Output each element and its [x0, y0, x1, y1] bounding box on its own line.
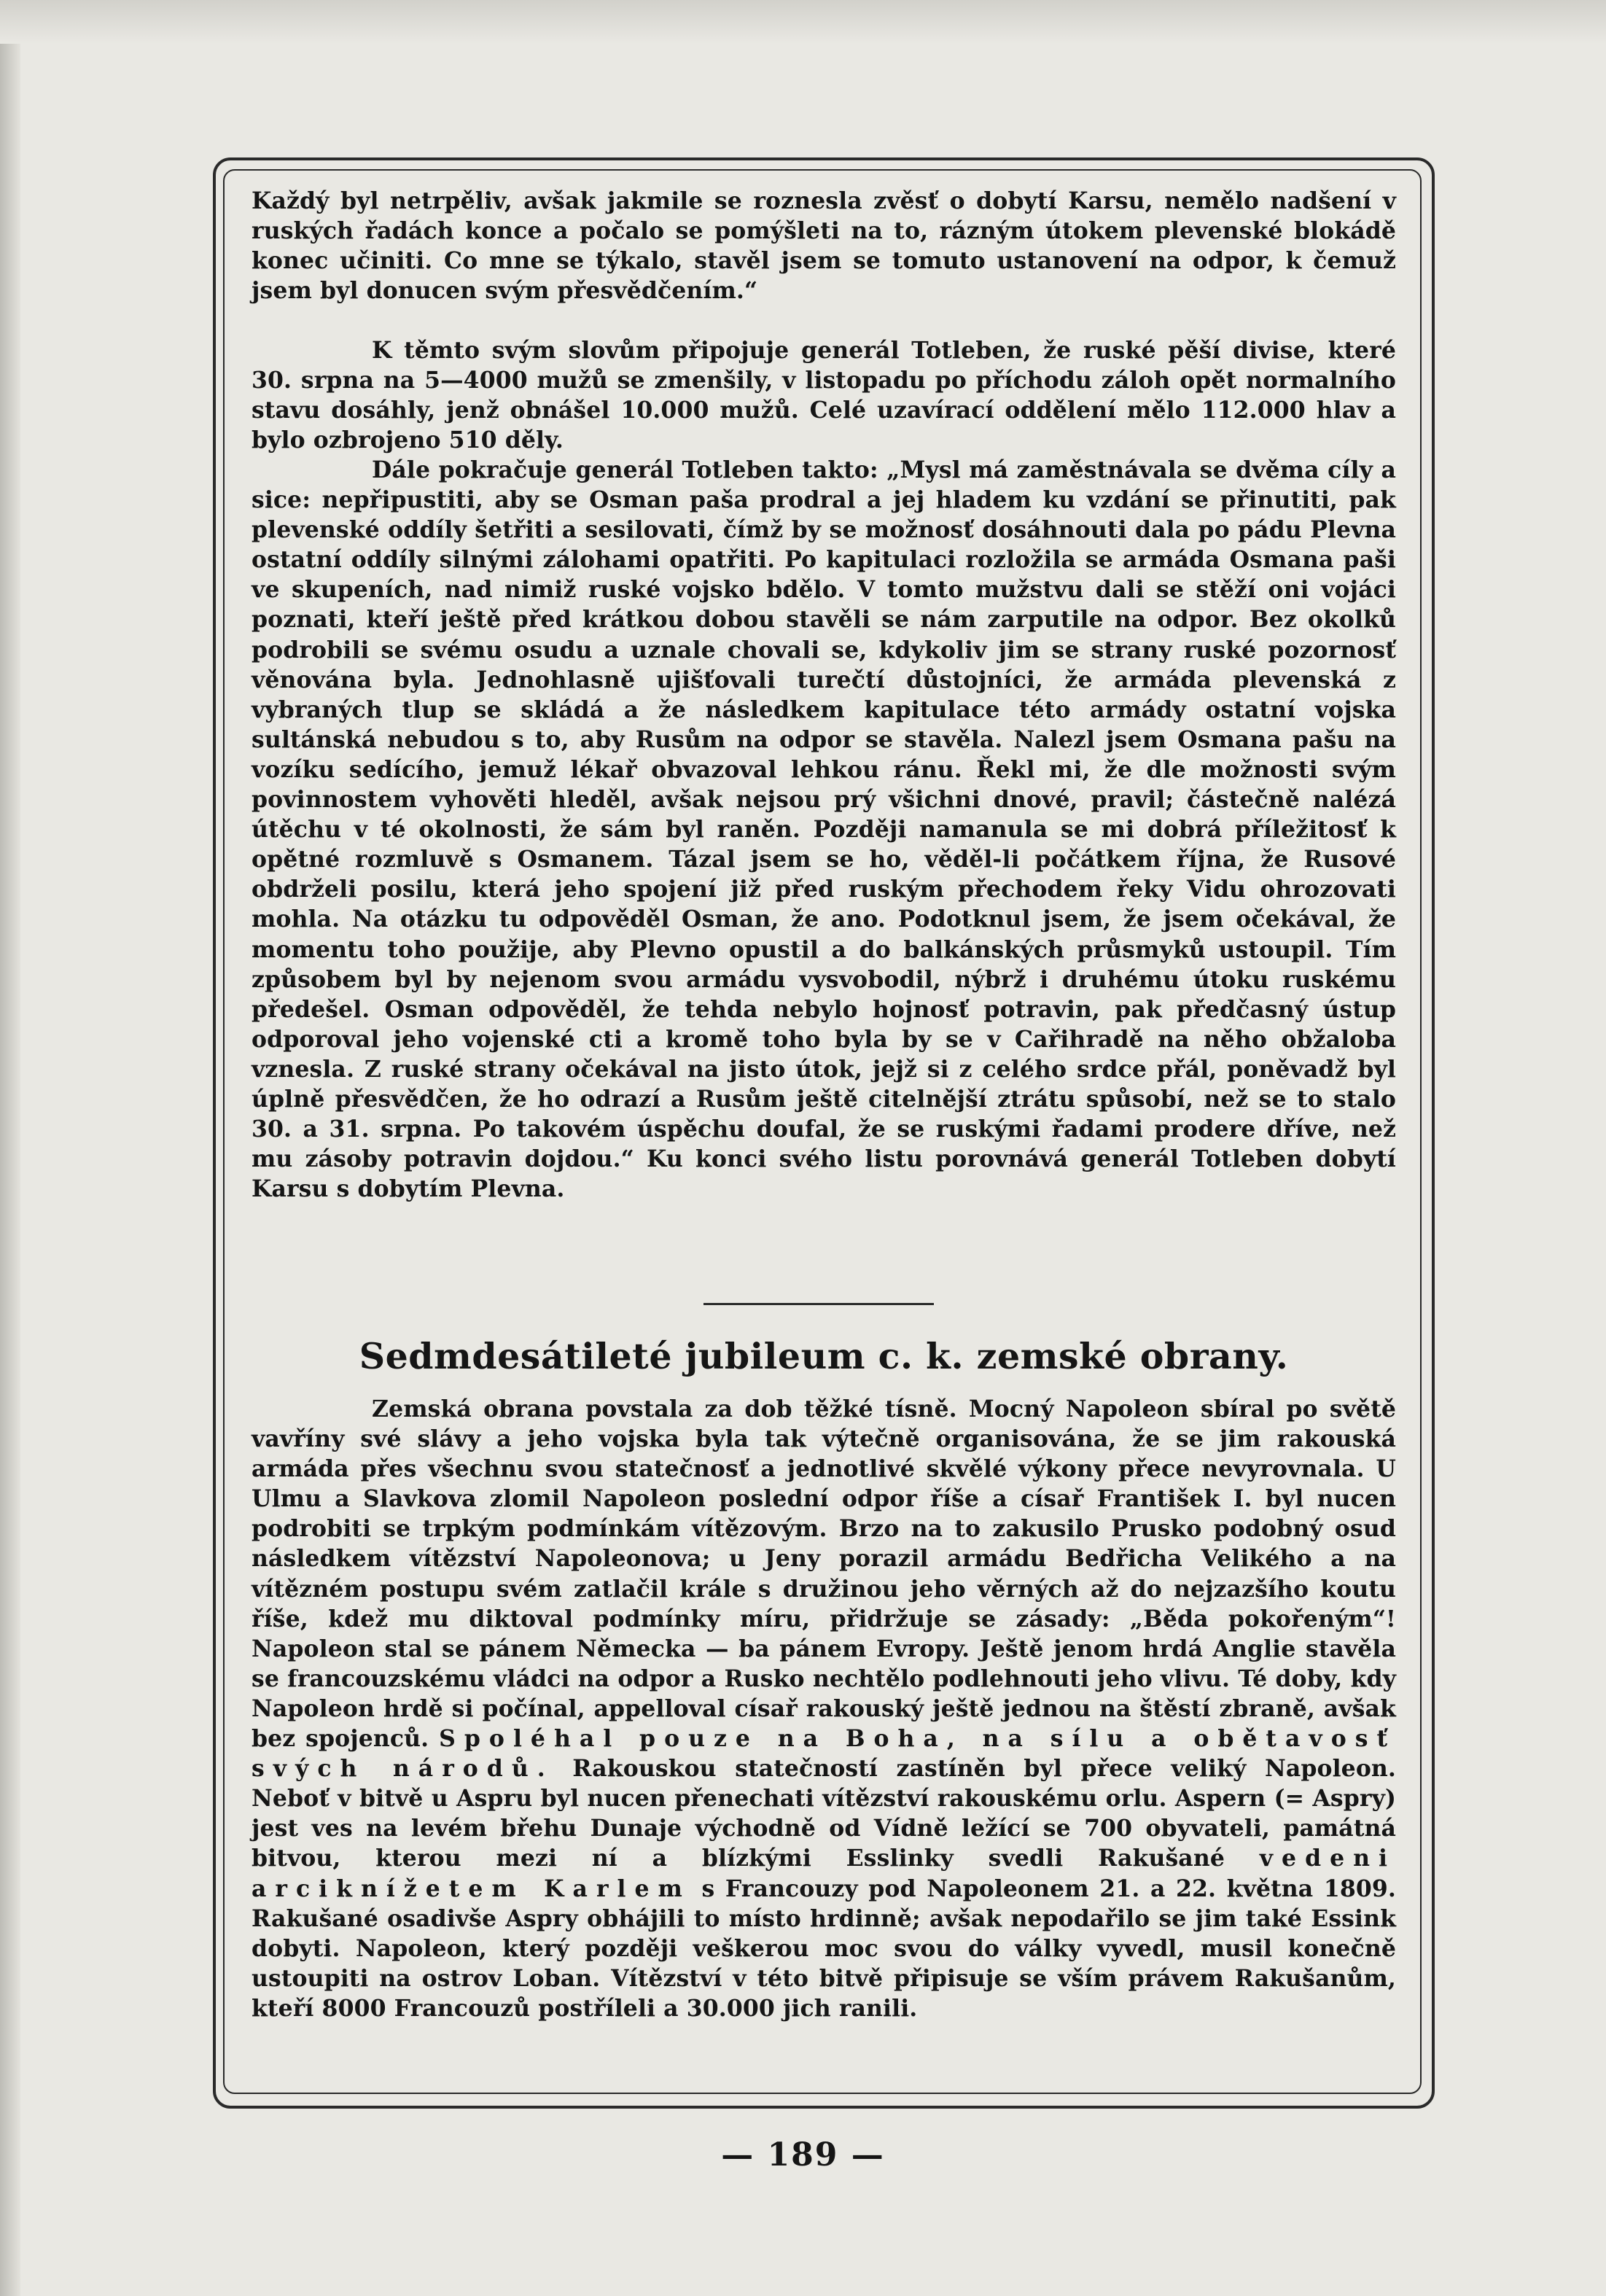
scan-edge — [0, 0, 20, 2296]
spaced-emphasis: vedeni arciknížetem Karlem — [252, 1845, 1396, 1902]
article-title: Sedmdesátileté jubileum c. k. zemské obrany. — [359, 1335, 1289, 1377]
body-text: Zemská obrana povstala za dob těžké tísně. Mocný Napoleon sbíral po světě vavříny své slávy a jeho vojska byla tak výtečně organisována, že se jim rakouská armáda přes všechnu svou statečnosť a jednotlivé skvělé výkony přece nevyrovnala. U Ulmu a Slavkova zlomil Napoleon poslední odpor říše a císař František I. byl nucen podrobiti se trpkým podmínkám vítězovým. Brzo na to zakusilo Prusko podobný osud následkem vítězství Napoleonova; u Jeny porazil armádu Bedřicha Velikého a na vítězném postupu svém zatlačil krále s družinou jeho věrných až do nejzazšího koutu říše, kdež mu diktoval podmínky míru, přidržuje se zásady: „Běda pokořeným“! Napoleon stal se pánem Německa — ba pánem Evropy. Ještě jenom hrdá Anglie stavěla se francouzskému vládci na odpor a Rusko nechtělo podlehnouti jeho vlivu. Té doby, kdy Napoleon hrdě si počínal, appelloval císař rakouský ještě jednou na štěstí zbraně, avšak bez spojenců. — [252, 1396, 1396, 1753]
article-totleben — [252, 186, 1396, 1264]
body-text: s Francouzy pod Napoleonem 21. a 22. května 1809. Rakušané osadivše Aspry obhájili to místo hrdinně; avšak nepodařilo se jim také Essink dobyti. Napoleon, který později veškerou moc svou do války vyvedl, musil konečně ustoupiti na ostrov Loban. Vítězství v této bitvě připisuje se vším právem Rakušanům, kteří 8000 Francouzů postříleli a 30.000 jich ranili. — [252, 1875, 1397, 2022]
section-divider — [703, 1303, 934, 1305]
article-zemska-obrana — [252, 1394, 1396, 2023]
spaced-emphasis: Spoléhal pouze na Boha, na sílu a obětavosť svých národů. — [252, 1725, 1396, 1783]
scan-edge-top — [0, 0, 1606, 44]
body-text: Rakouskou statečností zastíněn byl přece veliký Napoleon. Neboť v bitvě u Aspru byl nucen přenechati vítězství rakouskému orlu. Aspern (= Aspry) jest ves na levém břehu Dunaje východně od Vídně ležící se 700 obyvateli, památná bitvou, kterou mezi ní a blízkými Esslinky svedli Rakušané — [252, 1755, 1396, 1872]
paragraph: Každý byl netrpěliv, avšak jakmile se roznesla zvěsť o dobytí Karsu, nemělo nadšení v ruských řadách konce a počalo se pomýšleti na to, rázným útokem plevenské blokádě konec učiniti. Co mne se týkalo, stavěl jsem se tomuto ustanovení na odpor, k čemuž jsem byl donucen svým přesvědčením.“ — [252, 187, 1396, 305]
page-number: — 189 — — [721, 2136, 885, 2174]
paragraph: K těmto svým slovům připojuje generál Totleben, že ruské pěší divise, které 30. srpna na 5—4000 mužů se zmenšily, v listopadu po příchodu záloh opět normalního stavu dosáhly, jenž obnášel 10.000 mužů. Celé uzavírací oddělení mělo 112.000 hlav a bylo ozbrojeno 510 děly. — [252, 337, 1396, 454]
paragraph — [252, 1394, 1396, 2023]
paragraph: Dále pokračuje generál Totleben takto: „Mysl má zaměstnávala se dvěma cíly a sice: nepřipustiti, aby se Osman paša prodral a jej hladem ku vzdání se přinutiti, pak plevenské oddíly šetřiti a sesilovati, čímž by se možnosť dosáhnouti dala po pádu Plevna ostatní oddíly silnými zálohami opatřiti. Po kapitulaci rozložila se armáda Osmana paši ve skupeních, nad nimiž ruské vojsko bdělo. V tomto mužstvu dali se stěží oni vojáci poznati, kteří ještě před krátkou dobou stavěli se nám zarputile na odpor. Bez okolků podrobili se svému osudu a uznale chovali se, kdykoliv jim se strany ruské pozornosť věnována byla. Jednohlasně ujišťovali turečtí důstojníci, že armáda plevenská z vybraných tlup se skládá a že následkem kapitulace této armády ostatní vojska sultánská nebudou s to, aby Rusům na odpor se stavěla. Nalezl jsem Osmana pašu na vozíku sedícího, jemuž lékař obvazoval lehkou ránu. Řekl mi, že dle možnosti svým povinnostem vyhověti hleděl, avšak nejsou prý všichni dnové, pravil; částečně nalézá útěchu v té okolnosti, že sám byl raněn. Později namanula se mi dobrá příležitosť k opětné rozmluvě s Osmanem. Tázal jsem se ho, věděl-li počátkem října, že Rusové obdrželi posilu, která jeho spojení již před ruským přechodem řeky Vidu ohrozovati mohla. Na otázku tu odpověděl Osman, že ano. Podotknul jsem, že jsem očekával, že momentu toho použije, aby Plevno opustil a do balkánských průsmyků ustoupil. Tím způsobem byl by nejenom svou armádu vysvobodil, nýbrž i druhému útoku ruskému předešel. Osman odpověděl, že tehda nebylo hojnosť potravin, pak předčasný ústup odporoval jeho vojenské cti a kromě toho byla by se v Cařihradě na něho obžaloba vznesla. Z ruské strany očekával na jisto útok, jejž si z celého srdce přál, poněvadž byl úplně přesvědčen, že ho odrazí a Rusům ještě citelnější ztrátu spůsobí, než se to stalo 30. a 31. srpna. Po takovém úspěchu doufal, že se ruskými řadami prodere dříve, než mu zásoby potravin dojdou.“ Ku konci svého listu porovnává generál Totleben dobytí Karsu s dobytím Plevna. — [252, 456, 1396, 1203]
